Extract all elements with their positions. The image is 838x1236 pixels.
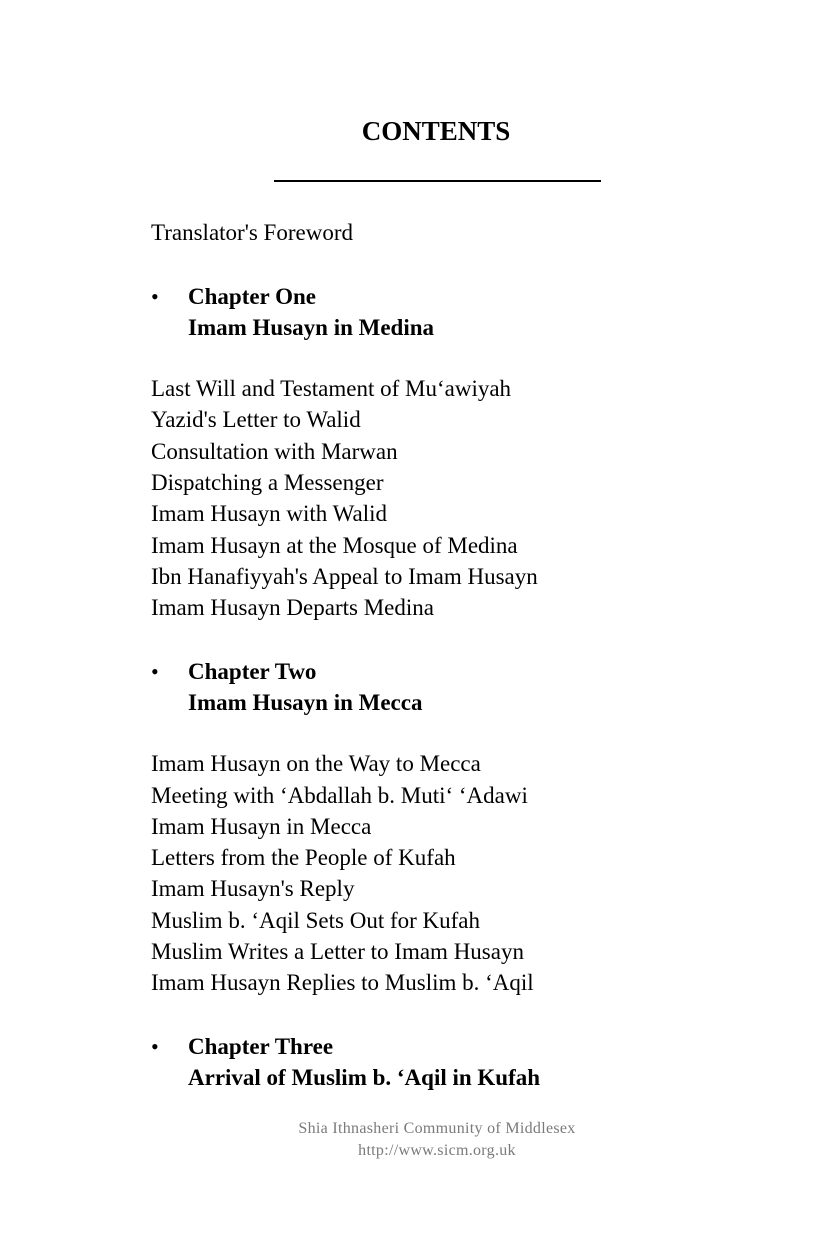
toc-entry: Imam Husayn with Walid <box>151 501 387 526</box>
toc-entry: Muslim b. ‘Aqil Sets Out for Kufah <box>151 908 481 933</box>
toc-entry: Imam Husayn in Mecca <box>151 814 372 839</box>
bullet-icon: • <box>151 659 159 684</box>
toc-entry: Ibn Hanafiyyah's Appeal to Imam Husayn <box>151 564 538 589</box>
chapter-number: Chapter One <box>188 284 316 309</box>
toc-entry: Imam Husayn at the Mosque of Medina <box>151 533 518 558</box>
toc-entry: Meeting with ‘Abdallah b. Muti‘ ‘Adawi <box>151 783 528 808</box>
foreword-entry: Translator's Foreword <box>151 220 353 245</box>
toc-entry: Last Will and Testament of Mu‘awiyah <box>151 376 512 401</box>
chapter-number: Chapter Two <box>188 659 317 684</box>
title-underline-rule <box>274 180 601 182</box>
toc-entry: Letters from the People of Kufah <box>151 845 456 870</box>
footer-url[interactable]: http://www.sicm.org.uk <box>358 1142 516 1159</box>
chapter-name: Imam Husayn in Medina <box>188 315 435 340</box>
toc-entry: Yazid's Letter to Walid <box>151 407 361 432</box>
toc-entry: Imam Husayn on the Way to Mecca <box>151 751 481 776</box>
page-title: CONTENTS <box>361 116 511 146</box>
toc-entry: Imam Husayn Departs Medina <box>151 595 434 620</box>
toc-entry: Imam Husayn's Reply <box>151 876 355 901</box>
toc-entry: Imam Husayn Replies to Muslim b. ‘Aqil <box>151 970 534 995</box>
bullet-icon: • <box>151 1034 159 1059</box>
footer-organization: Shia Ithnasheri Community of Middlesex <box>298 1120 576 1137</box>
chapter-name: Arrival of Muslim b. ‘Aqil in Kufah <box>188 1065 541 1090</box>
toc-entry: Muslim Writes a Letter to Imam Husayn <box>151 939 524 964</box>
bullet-icon: • <box>151 284 159 309</box>
toc-entry: Consultation with Marwan <box>151 439 398 464</box>
page-footer <box>0 1118 838 1162</box>
chapter-name: Imam Husayn in Mecca <box>188 690 423 715</box>
chapter-number: Chapter Three <box>188 1034 334 1059</box>
toc-entry: Dispatching a Messenger <box>151 470 384 495</box>
